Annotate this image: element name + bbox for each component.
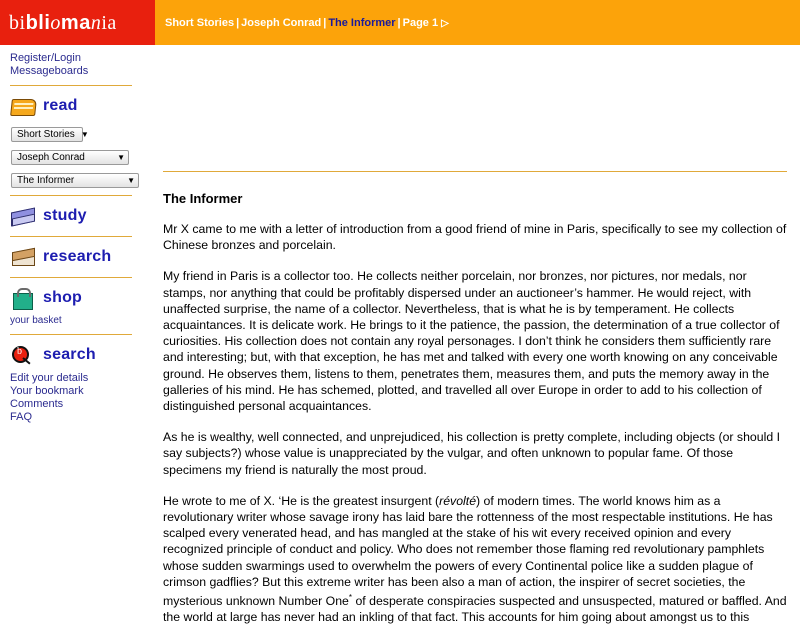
breadcrumb-item-the-informer[interactable]: The Informer xyxy=(328,16,396,29)
sidebar-section-shop[interactable] xyxy=(10,285,140,311)
foreign-term-revolte: révolté xyxy=(439,493,477,508)
research-book-icon xyxy=(10,246,36,268)
main-content xyxy=(163,45,791,625)
title-select-value: The Informer xyxy=(17,175,75,186)
logo-part-1: bi xyxy=(9,11,26,34)
sidebar-section-study[interactable] xyxy=(10,203,140,229)
chevron-down-icon: ▼ xyxy=(127,176,135,185)
next-page-arrow-icon[interactable]: ▷ xyxy=(441,17,449,29)
breadcrumb-item-page-1: Page 1 xyxy=(402,16,439,29)
story-paragraph-4-part-c: of desperate conspiracies suspected and unsuspected, matured or baffled. And the world at large has never had an inkling of that fact. This accounts for him going about amongst us to this xyxy=(163,594,787,625)
category-select[interactable] xyxy=(11,127,89,142)
breadcrumb-separator-2: | xyxy=(323,16,327,29)
story-paragraph-3: As he is wealthy, well connected, and unprejudiced, his collection is pretty complete, including objects (or should I say subjects?) whose value is unappreciated by the vulgar, and often unknown to popular fame. Of those specimens my friend is naturally the most proud. xyxy=(163,430,780,477)
breadcrumb xyxy=(165,17,449,29)
logo-part-4: ma xyxy=(60,11,91,34)
sidebar-item-faq[interactable]: FAQ xyxy=(10,411,33,423)
sidebar-section-research[interactable] xyxy=(10,244,140,270)
logo-part-6: ia xyxy=(101,11,117,34)
content-divider xyxy=(163,171,787,172)
category-select-value: Short Stories xyxy=(17,129,75,140)
story-paragraph-2: My friend in Paris is a collector too. He collects neither porcelain, nor bronzes, nor pictures, nor medals, nor stamps, nor anything that could be profitably dispersed under an auctioneer’s hammer. He would reject, with unaffected surprise, the name of a collector. Nevertheless, that is what he is by temperament. He collects acquaintances. It is delicate work. He brings to it the patience, the passion, the determination of a true collector of curiosities. His collection does not contain any royal personages. I don’t think he considers them sufficiently rare and interesting; but, with that exception, he has met and talked with every one worth knowing on any conceivable ground. He observes them, listens to them, penetrates them, measures them, and puts the memory away in the galleries of his mind. He has schemed, plotted, and travelled all over Europe in order to add to his collection of distinguished personal acquaintances. xyxy=(163,269,780,414)
sidebar-item-your-bookmark[interactable]: Your bookmark xyxy=(10,385,84,397)
sidebar-section-study-label: study xyxy=(43,207,87,224)
title-select[interactable] xyxy=(11,173,139,188)
chevron-down-icon: ▼ xyxy=(117,153,125,162)
sidebar-section-search[interactable] xyxy=(10,342,140,368)
sidebar-divider-5 xyxy=(10,334,132,335)
author-select-value: Joseph Conrad xyxy=(17,152,85,163)
breadcrumb-bar xyxy=(155,0,800,45)
logo-part-3: o xyxy=(50,11,61,34)
search-links xyxy=(10,372,140,424)
breadcrumb-item-short-stories[interactable]: Short Stories xyxy=(165,16,235,29)
sidebar-divider-4 xyxy=(10,277,132,278)
chevron-down-icon: ▼ xyxy=(80,130,89,139)
read-selects xyxy=(11,124,140,142)
sidebar-item-your-basket[interactable]: your basket xyxy=(10,315,62,326)
study-book-icon xyxy=(10,205,36,227)
page-title: The Informer xyxy=(163,191,243,206)
breadcrumb-separator-3: | xyxy=(397,16,401,29)
logo-part-5: n xyxy=(90,11,102,34)
sidebar-item-edit-your-details[interactable]: Edit your details xyxy=(10,372,89,384)
sidebar-item-register-login[interactable]: Register/Login xyxy=(10,52,81,64)
title-select-row xyxy=(11,170,140,188)
footnote-marker[interactable]: * xyxy=(348,593,353,603)
story-paragraph-1: Mr X came to me with a letter of introduction from a good friend of mine in Paris, specifically to see my collection of Chinese bronzes and porcelain. xyxy=(163,222,787,253)
sidebar-item-messageboards[interactable]: Messageboards xyxy=(10,65,89,77)
story-paragraph-4-part-b: ) of modern times. The world knows him as a revolutionary writer whose savage irony has laid bare the rottenness of the most respectable institutions. He has scalped every venerated head, and has mangled at the stake of his wit every received opinion and every recognized principle of conduct and policy. Who does not remember those flaming red revolutionary pamphlets whose sudden swarmings used to overwhelm the powers of every Continental police like a sudden plague of crimson gadflies? But this extreme writer has been also a man of action, the inspirer of secret societies, the mysterious unknown Number One xyxy=(163,493,773,609)
sidebar-divider-3 xyxy=(10,236,132,237)
sidebar-section-search-label: search xyxy=(43,346,96,363)
site-logo[interactable] xyxy=(0,0,155,45)
sidebar-section-shop-label: shop xyxy=(43,289,83,306)
sidebar-item-comments[interactable]: Comments xyxy=(10,398,64,410)
sidebar-section-research-label: research xyxy=(43,248,112,265)
sidebar-divider-1 xyxy=(10,85,132,86)
magnifying-glass-icon xyxy=(10,344,36,366)
shopping-bag-icon xyxy=(10,287,36,309)
sidebar-section-read-label: read xyxy=(43,97,78,114)
sidebar xyxy=(0,45,150,600)
breadcrumb-item-joseph-conrad[interactable]: Joseph Conrad xyxy=(241,16,322,29)
logo-wordmark xyxy=(9,13,117,33)
story-paragraph-4-part-a: He wrote to me of X. ‘He is the greatest insurgent ( xyxy=(163,493,440,508)
breadcrumb-separator-1: | xyxy=(236,16,240,29)
story-paragraph-4 xyxy=(163,493,787,626)
sidebar-section-read[interactable] xyxy=(10,93,140,119)
open-book-icon xyxy=(10,95,36,117)
author-select-row xyxy=(11,147,140,165)
sidebar-divider-2 xyxy=(10,195,132,196)
site-header xyxy=(0,0,800,45)
logo-part-2: bli xyxy=(25,11,51,34)
author-select[interactable] xyxy=(11,150,129,165)
